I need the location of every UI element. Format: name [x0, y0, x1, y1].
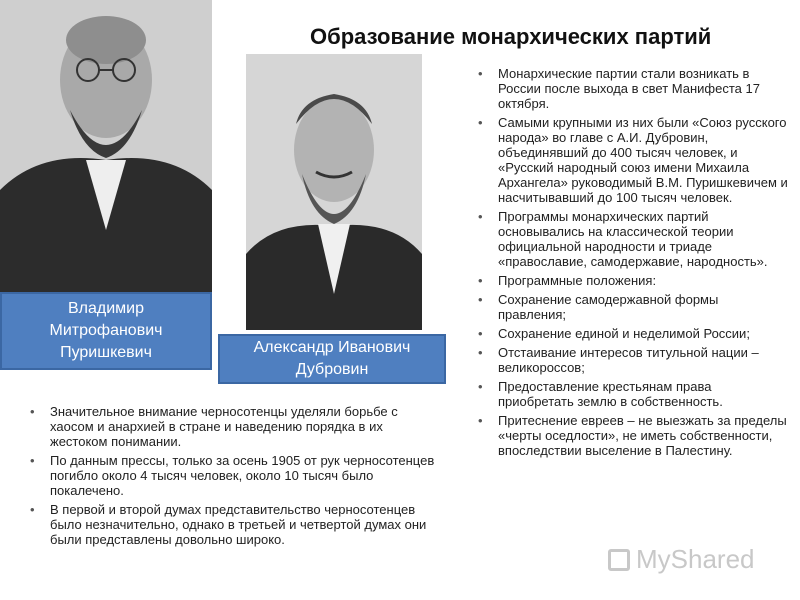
caption-dubrovin — [218, 334, 446, 384]
watermark — [608, 544, 755, 575]
list-item: • Программы монархических партий основывались на классической теории официальной народности и триаде «православие, самодержавие, народность». — [470, 209, 788, 269]
watermark-logo-icon — [608, 549, 630, 571]
list-item: • Самыми крупными из них были «Союз русского народа» во главе с А.И. Дубровин, объединявший до 400 тысяч человек, и «Русский народный союз имени Михаила Архангела» руководимый В.М. Пуришкевичем и насчитывавший до 100 тысяч человек. — [470, 115, 788, 205]
caption-dubrovin-line1: Александр Иванович — [253, 339, 411, 356]
list-item: • Отстаивание интересов титульной нации – великороссов; — [470, 345, 788, 375]
right-bullet-list — [470, 66, 788, 462]
caption-purishkevich-line1: Владимир — [67, 300, 144, 317]
left-bullet-list — [22, 404, 442, 551]
list-item: • Притеснение евреев – не выезжать за пределы «черты оседлости», не иметь собственности, впоследствии выселение в Палестину. — [470, 413, 788, 458]
list-item: • Предоставление крестьянам права приобретать землю в собственность. — [470, 379, 788, 409]
portrait-purishkevich-image — [0, 0, 212, 292]
watermark-text: MyShared — [636, 544, 755, 574]
portrait-dubrovin-image — [246, 54, 422, 330]
list-item: • Программные положения: — [470, 273, 788, 288]
caption-purishkevich-line3: Пуришкевич — [60, 344, 152, 361]
list-item: • Значительное внимание черносотенцы уделяли борьбе с хаосом и анархией в стране и наведению порядка в их жестоком понимании. — [22, 404, 442, 449]
slide-title: Образование монархических партий — [310, 24, 712, 49]
list-item: • Монархические партии стали возникать в России после выхода в свет Манифеста 17 октября. — [470, 66, 788, 111]
list-item: • По данным прессы, только за осень 1905 от рук черносотенцев погибло около 4 тысяч человек, около 10 тысяч было покалечено. — [22, 453, 442, 498]
portrait-purishkevich — [0, 0, 212, 292]
caption-purishkevich — [0, 292, 212, 370]
list-item: • Сохранение единой и неделимой России; — [470, 326, 788, 341]
caption-purishkevich-line2: Митрофанович — [49, 322, 163, 339]
caption-dubrovin-line2: Дубровин — [295, 361, 369, 378]
list-item: • В первой и второй думах представительство черносотенцев было незначительно, однако в третьей и четвертой думах они были представлены довольно широко. — [22, 502, 442, 547]
list-item: • Сохранение самодержавной формы правления; — [470, 292, 788, 322]
portrait-dubrovin — [246, 54, 422, 330]
